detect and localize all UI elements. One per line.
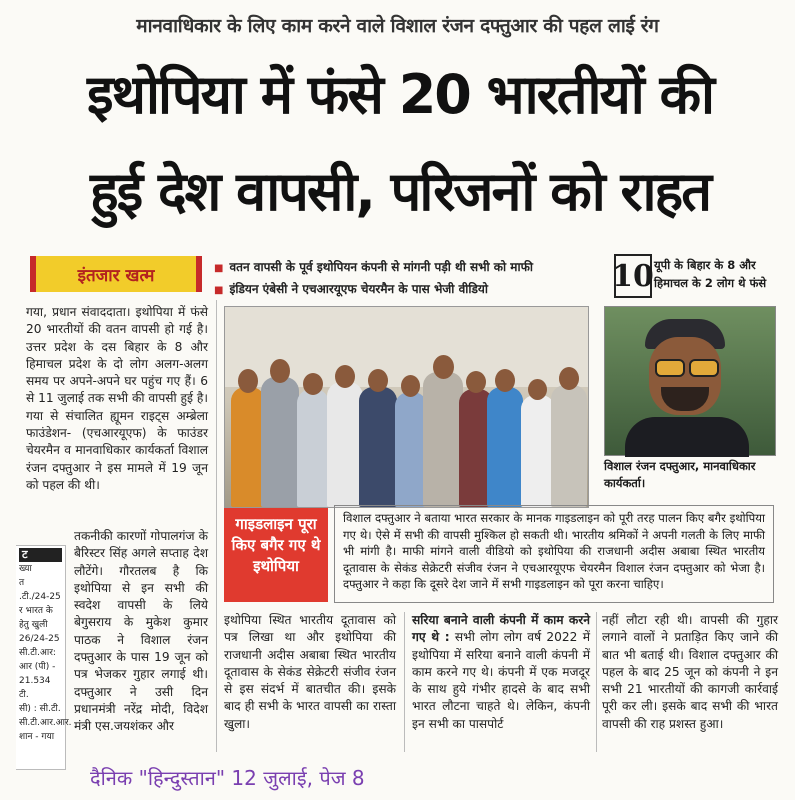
headline-line-2: हुई देश वापसी, परिजनों को राहत	[89, 160, 711, 223]
body-column-2: इथोपिया स्थित भारतीय दूतावास को पत्र लिखा था और इथोपिया की राजधानी अदीस अबाबा स्थित भारतीय दूतावास के सेकंड सेक्रेटरी संजीव रंजन से इस संदर्भ में बातचीत की। इसके बाद ही सभी के भारत वापसी का रास्ता खुला।	[224, 613, 396, 731]
body-column-3	[412, 612, 590, 733]
body-column-1-continued: तकनीकी कारणों गोपालगंज के बैरिस्टर सिंह अगले सप्ताह देश लौटेंगे। गौरतलब है कि इथोपिया से इन सभी की स्वदेश वापसी के लिये बेगुसराय के मुकेश कुमार पाठक ने विशाल रंजन दफ्तुआर के पास 19 जून को पत्र भेजकर गुहार लगाई थी। दफ्तुआर ने उसी दिन प्रधानमंत्री नरेंद्र मोदी, विदेश मंत्री एस.जयशंकर और	[74, 529, 208, 734]
kicker-line: मानवाधिकार के लिए काम करने वाले विशाल रंजन दफ्तुआर की पहल लाई रंग	[136, 15, 659, 37]
highlight-bullets	[214, 257, 594, 301]
clipping-line: आर (पी) -	[19, 662, 56, 672]
clipping-line: सी.टी.आर:	[19, 648, 56, 658]
clipping-line: शान - गया	[19, 732, 55, 742]
column-divider	[596, 612, 597, 752]
body-column-4: नहीं लौटा रही थी। वापसी की गुहार लगाने वालों ने प्रताड़ित किए जाने की बात भी बताई थी। विशाल दफ्तुआर की पहल के बाद 25 जून को कंपनी ने इन सभी 21 भारतीयों की कागजी कार्रवाई पूरी कर ली। इसके बाद सभी की भारत वापसी की राह प्रशस्त हुआ।	[602, 613, 778, 731]
bullet-item: ■ इंडियन एंबेसी ने एचआरयूएफ चेयरमैन के पास भेजी वीडियो	[214, 279, 594, 301]
portrait-photo	[604, 306, 776, 456]
clipping-line: हेतु खुली	[19, 620, 48, 630]
headline-line-1: इथोपिया में फंसे 20 भारतीयों की	[86, 63, 714, 126]
adjacent-clipping	[16, 545, 72, 770]
body-column-1: गया, प्रधान संवाददाता। इथोपिया में फंसे 20 भारतीयों की वतन वापसी हो गई है। उत्तर प्रदेश के दस बिहार के 8 और हिमाचल प्रदेश के दो लोग अलग-अलग समय पर अपने-अपने घर पहुंच गए हैं। 6 से 11 जुलाई तक सभी की वापसी हुई है। गया से संचालित ह्यूमन राइट्स अम्ब्रेला फाउंडेशन- (एचआरयूएफ) के फाउंडर चेयरमैन व मानवाधिकार कार्यकर्ता विशाल रंजन दफ्तुआर ने इस मामले में 19 जून को पहल की थी।	[26, 305, 208, 492]
source-footer: दैनिक "हिन्दुस्तान" 12 जुलाई, पेज 8	[90, 766, 365, 790]
column-subheading: सरिया बनाने वाली कंपनी में काम करने गए थे :	[412, 613, 590, 645]
clipping-line: र भारत के	[19, 606, 53, 616]
portrait-caption: विशाल रंजन दफ्तुआर, मानवाधिकार कार्यकर्ता।	[604, 459, 756, 490]
bullet-item: ■ वतन वापसी के पूर्व इथोपियन कंपनी से मांगनी पड़ी थी सभी को माफी	[214, 257, 594, 279]
guideline-quote-box: विशाल दफ्तुआर ने बताया भारत सरकार के मानक गाइडलाइन को पूरी तरह पालन किए बगैर इथोपिया गए थे। ऐसे में सभी की वापसी मुश्किल हो सकती थी। भारतीय श्रमिकों ने अपनी गलती के लिए माफी भी मांगी है। माफी मांगने वाली वीडियो को इथोपिया की राजधानी अदीस अबाबा स्थित भारतीय दूतावास के सेकंड सेक्रेटरी संजीव रंजन ने एचआरयूएफ चेयरमैन विशाल रंजन दफ्तुआर को भेजा है। दफ्तुआर ने कहा कि दूसरे देश जाने में सभी गाइडलाइन को पूरा करना चाहिए।	[334, 505, 774, 603]
clipping-line: ख्या	[19, 564, 32, 574]
clipping-line: त	[19, 578, 25, 588]
column-divider	[404, 612, 405, 752]
group-photo	[224, 306, 589, 508]
clipping-line: 26/24-25	[19, 634, 60, 644]
clipping-line: 21.534 टी.	[19, 676, 51, 700]
count-box: 10	[614, 254, 652, 298]
clipping-line: ट	[19, 548, 62, 562]
count-description: यूपी के बिहार के 8 और हिमाचल के 2 लोग थे फंसे	[654, 258, 767, 290]
section-tag: इंतजार खत्म	[30, 256, 202, 292]
guideline-callout: गाइडलाइन पूरा किए बगैर गए थे इथोपिया	[224, 508, 328, 602]
column-divider	[216, 300, 217, 752]
clipping-line: सी.टी.आर.आर.	[19, 718, 72, 728]
column-3-text: सभी लोग लोग वर्ष 2022 में इथोपिया में सरिया बनाने वाली कंपनी में काम करने गए थे। कंपनी में एक मजदूर के साथ हुये गंभीर हादसे के बाद सभी भारत लौटना चाहते थे। लेकिन, कंपनी इन सभी का पासपोर्ट	[412, 630, 591, 731]
clipping-line: .टी./24-25	[19, 592, 61, 602]
clipping-line: सी) : सी.टी.	[19, 704, 61, 714]
